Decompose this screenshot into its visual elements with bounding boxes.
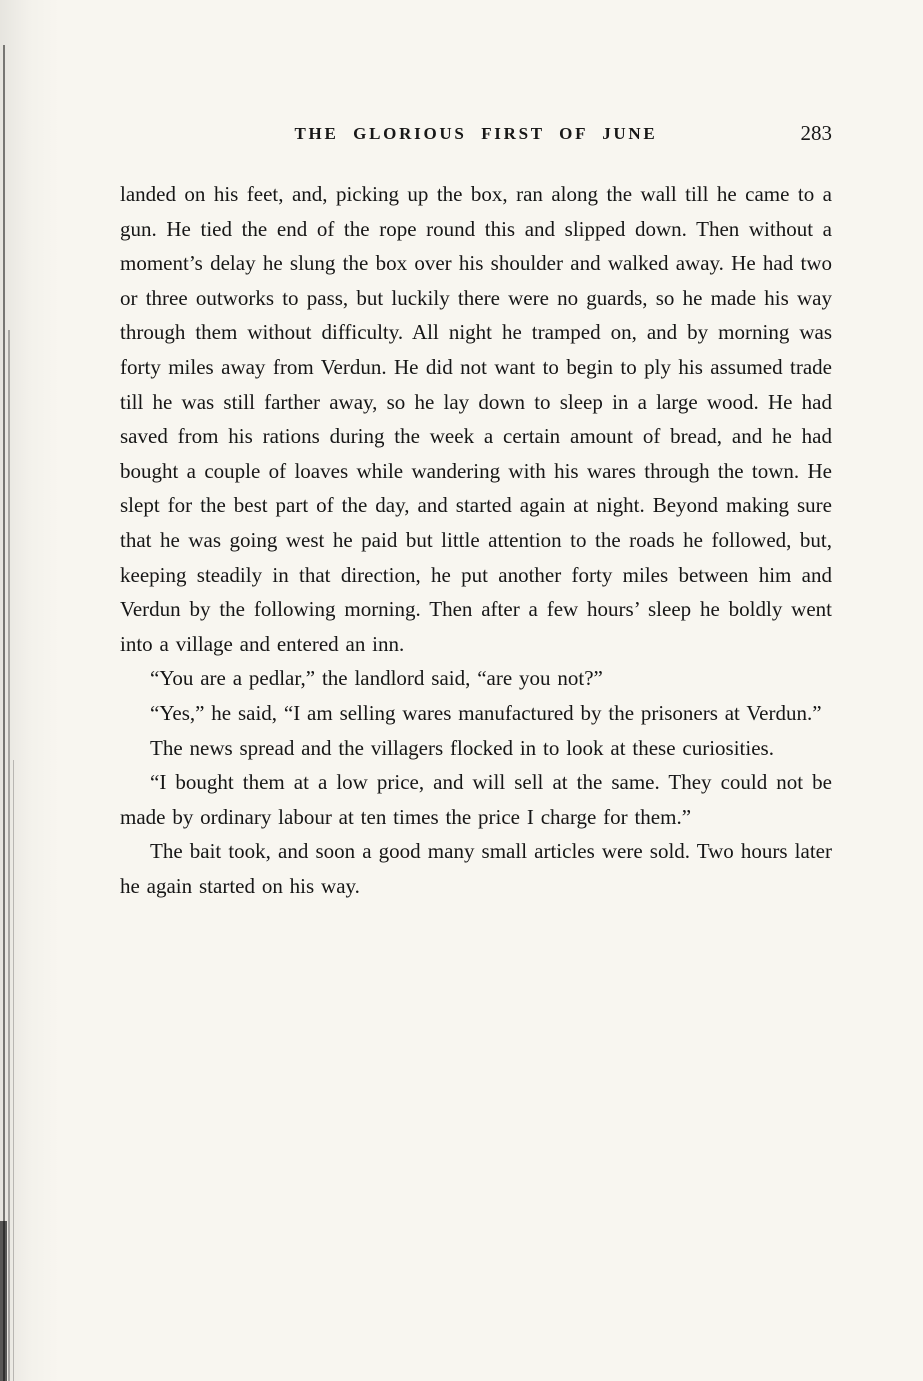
body-text bbox=[120, 177, 832, 903]
paragraph: “I bought them at a low price, and will sell at the same. They could not be made by ordinary labour at ten times the price I charge for them.” bbox=[120, 770, 832, 829]
paragraph: landed on his feet, and, picking up the box, ran along the wall till he came to a gun. He tied the end of the rope round this and slipped down. Then without a moment’s delay he slung the box over his shoulder and walked away. He had two or three outworks to pass, but luckily there were no guards, so he made his way through them without difficulty. All night he tramped on, and by morning was forty miles away from Verdun. He did not want to begin to ply his assumed trade till he was still farther away, so he lay down to sleep in a large wood. He had saved from his rations during the week a certain amount of bread, and he had bought a couple of loaves while wandering with his wares through the town. He slept for the best part of the day, and started again at night. Beyond making sure that he was going west he paid but little attention to the roads he followed, but, keeping steadily in that direction, he put another forty miles between him and Verdun by the following morning. Then after a few hours’ sleep he boldly went into a village and entered an inn. bbox=[120, 182, 832, 656]
scan-edge-line bbox=[13, 760, 14, 1381]
paragraph: The news spread and the villagers flocked in to look at these curiosities. bbox=[150, 735, 774, 760]
page-number: 283 bbox=[800, 121, 832, 145]
scan-edge-line bbox=[3, 45, 5, 1381]
page-header bbox=[120, 121, 832, 152]
page-content bbox=[120, 121, 832, 903]
running-title: THE GLORIOUS FIRST OF JUNE bbox=[294, 124, 658, 143]
paragraph: The bait took, and soon a good many small articles were sold. Two hours later he again started on his way. bbox=[120, 839, 832, 898]
scan-edge-blotch bbox=[0, 1221, 7, 1381]
paragraph: “Yes,” he said, “I am selling wares manufactured by the prisoners at Verdun.” bbox=[150, 700, 822, 725]
paragraph: “You are a pedlar,” the landlord said, “are you not?” bbox=[150, 666, 603, 691]
scan-edge-artifact bbox=[0, 0, 20, 1381]
scan-edge-line bbox=[8, 330, 10, 1381]
